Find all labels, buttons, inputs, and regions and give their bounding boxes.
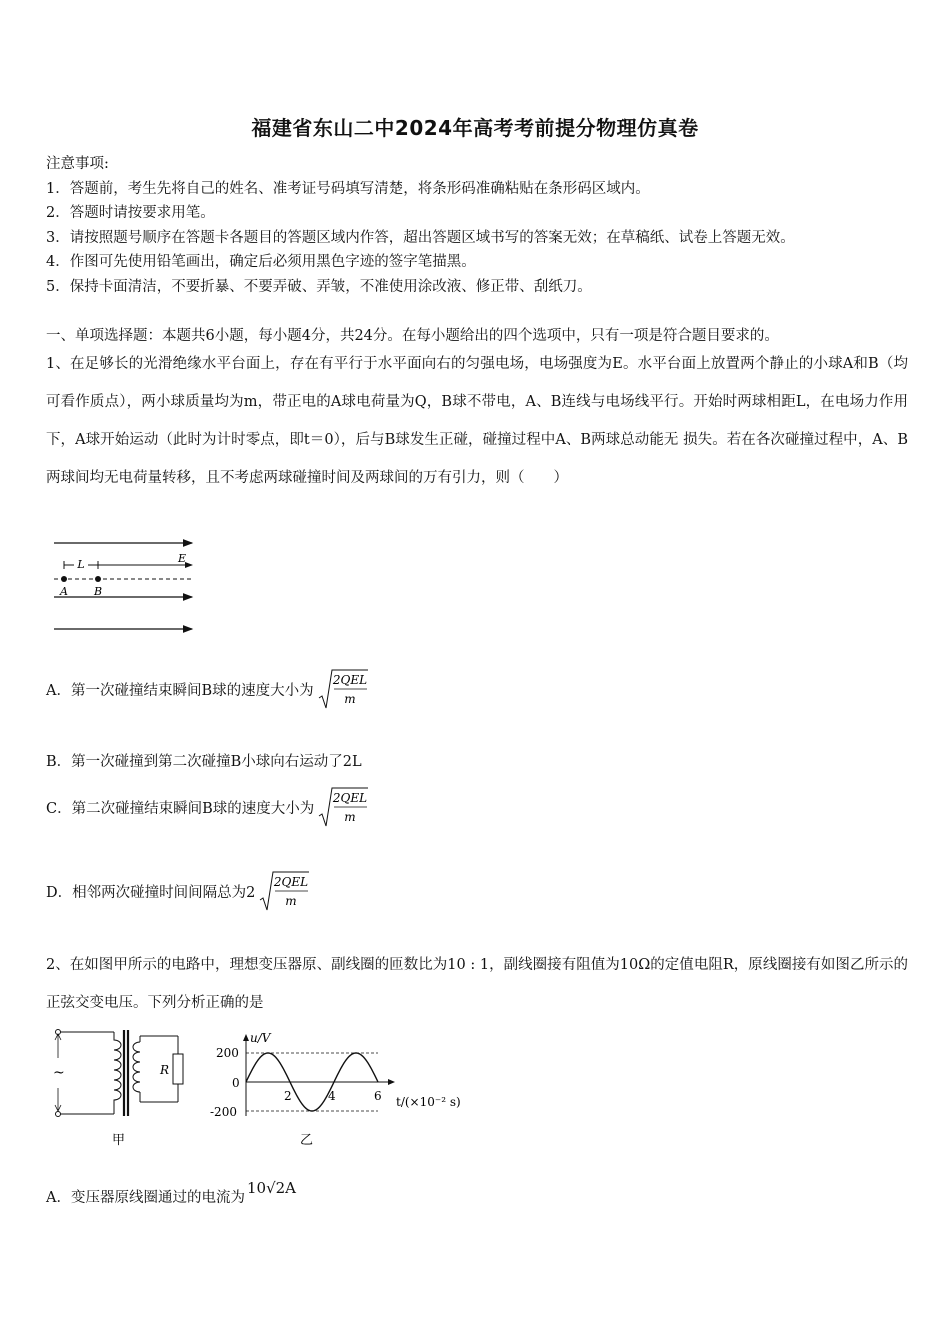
label-E: E — [178, 552, 187, 565]
x-tick-label: 6 — [374, 1089, 382, 1103]
option-b-text: B．第一次碰撞到第二次碰撞B小球向右运动了2L — [46, 754, 362, 770]
notice-heading: 注意事项: — [46, 156, 109, 172]
y-tick-label: 0 — [232, 1076, 240, 1090]
q2-option-a-text: A．变压器原线圈通过的电流为 — [46, 1190, 245, 1206]
svg-text:m: m — [343, 692, 356, 706]
ball-b — [95, 576, 101, 582]
question-2-stem: 2、在如图甲所示的电路中，理想变压器原、副线圈的匝数比为10 : 1，副线圈接有阻值为10Ω的定值电阻R，原线圈接有如图乙所示的正弦交变电压。下列分析正确的是 — [46, 957, 908, 1011]
caption-yi: 乙 — [300, 1133, 314, 1148]
label-A: A — [60, 585, 68, 598]
option-a — [46, 668, 370, 710]
svg-text:2QEL: 2QEL — [333, 791, 368, 805]
y-tick-label: -200 — [210, 1105, 237, 1119]
x-tick-label: 2 — [284, 1089, 292, 1103]
notice-item: 1．答题前，考生先将自己的姓名、准考证号码填写清楚，将条形码准确粘贴在条形码区域内。 — [46, 180, 650, 197]
svg-text:m: m — [344, 810, 356, 824]
y-tick-label: 200 — [216, 1046, 239, 1060]
x-axis-label: t/(×10⁻² s) — [396, 1095, 461, 1109]
voltage-time-chart — [210, 1030, 480, 1150]
field-diagram — [50, 533, 200, 638]
y-axis-label: u/V — [250, 1031, 271, 1045]
sqrt-formula — [259, 870, 311, 912]
label-L: L — [77, 558, 85, 571]
ball-a — [61, 576, 67, 582]
primary-coil — [114, 1032, 121, 1114]
notice-item: 3．请按照题号顺序在答题卡各题目的答题区域内作答，超出答题区域书写的答案无效；在草稿纸、试卷上答题无效。 — [46, 229, 795, 246]
q2-option-a-value: 10√2A — [246, 1178, 297, 1197]
option-d — [46, 870, 311, 912]
svg-text:2QEL: 2QEL — [332, 673, 367, 687]
page-title: 福建省东山二中2024年高考考前提分物理仿真卷 — [251, 116, 699, 140]
option-a-text: A．第一次碰撞结束瞬间B球的速度大小为 — [46, 682, 314, 699]
notice-item: 5．保持卡面清洁，不要折暴、不要弄破、弄皱，不准使用涂改液、修正带、刮纸刀。 — [46, 278, 592, 295]
transformer-circuit — [44, 1022, 204, 1152]
option-d-text: D．相邻两次碰撞时间间隔总为2 — [46, 884, 256, 901]
label-R: R — [160, 1063, 170, 1077]
section-heading: 一、单项选择题：本题共6小题，每小题4分，共24分。在每小题给出的四个选项中，只有一项是符合题目要求的。 — [46, 328, 779, 344]
x-tick-label: 4 — [328, 1089, 336, 1103]
label-B: B — [94, 585, 103, 598]
sqrt-formula — [318, 786, 370, 828]
notice-item: 4．作图可先使用铅笔画出，确定后必须用黑色字迹的签字笔描黑。 — [46, 254, 476, 270]
secondary-coil — [133, 1042, 140, 1092]
notice-block — [46, 152, 795, 299]
question-1-stem: 1、在足够长的光滑绝缘水平台面上，存在有平行于水平面向右的匀强电场，电场强度为E。水平台面上放置两个静止的小球A和B（均可看作质点），两小球质量均为m，带正电的A球电荷量为Q，B球不带电，A、B连线与电场线平行。开始时两球相距L，在电场力作用下，A球开始运动（此时为计时零点，即t＝0），后与B球发生正碰，碰撞过程中A、B两球总动能无 损失。若在各次碰撞过程中，A、B两球间均无电荷量转移，且不考虑两球碰撞时间及两球间的万有引力，则（ ） — [46, 356, 908, 486]
notice-item: 2．答题时请按要求用笔。 — [46, 205, 215, 221]
caption-jia: 甲 — [112, 1133, 126, 1148]
ac-symbol: ~ — [53, 1065, 65, 1081]
terminal-bottom — [56, 1112, 61, 1117]
sqrt-formula — [318, 668, 370, 710]
svg-text:2QEL: 2QEL — [274, 875, 309, 889]
option-c-text: C．第二次碰撞结束瞬间B球的速度大小为 — [46, 800, 315, 817]
option-b — [46, 750, 362, 771]
option-c — [46, 786, 370, 828]
q2-option-a — [46, 1178, 297, 1207]
resistor-r — [173, 1054, 183, 1084]
svg-text:m: m — [285, 894, 298, 908]
